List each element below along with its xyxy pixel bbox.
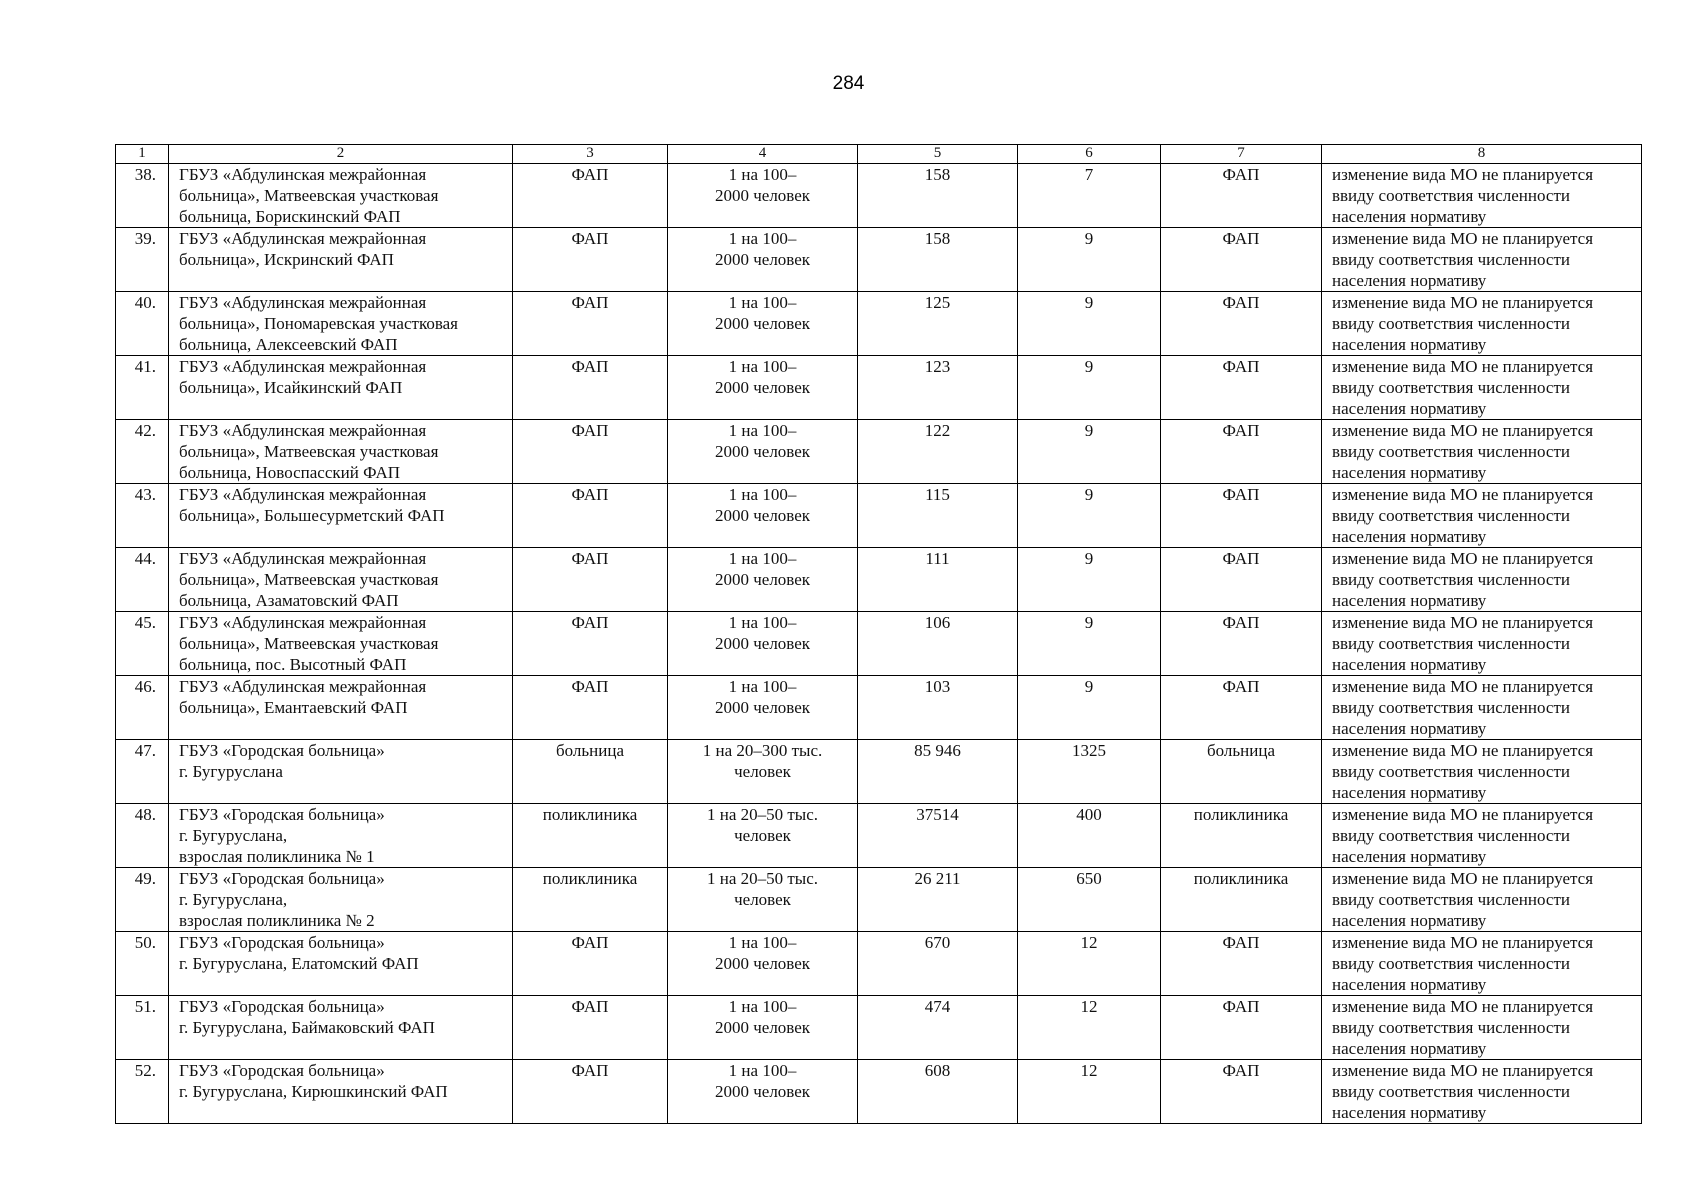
population-cell: 115: [858, 484, 1018, 548]
row-number-cell: 39.: [116, 228, 169, 292]
population-cell: 608: [858, 1060, 1018, 1124]
population-cell: 106: [858, 612, 1018, 676]
facility-name-cell: ГБУЗ «Абдулинская межрайонная больница», Исайкинский ФАП: [169, 356, 513, 420]
distance-cell: 9: [1018, 676, 1161, 740]
distance-cell: 9: [1018, 420, 1161, 484]
norm-cell: 1 на 100– 2000 человек: [668, 676, 858, 740]
column-number: 3: [513, 145, 668, 164]
note-cell: изменение вида МО не планируется ввиду соответствия численности населения нормативу: [1322, 804, 1642, 868]
planned-type-cell: поликлиника: [1161, 804, 1322, 868]
facility-name-cell: ГБУЗ «Абдулинская межрайонная больница», Емантаевский ФАП: [169, 676, 513, 740]
facility-type-cell: больница: [513, 740, 668, 804]
facility-name-cell: ГБУЗ «Городская больница» г. Бугуруслана, взрослая поликлиника № 2: [169, 868, 513, 932]
note-cell: изменение вида МО не планируется ввиду соответствия численности населения нормативу: [1322, 228, 1642, 292]
facility-name-cell: ГБУЗ «Городская больница» г. Бугуруслана, Кирюшкинский ФАП: [169, 1060, 513, 1124]
planned-type-cell: поликлиника: [1161, 868, 1322, 932]
population-cell: 85 946: [858, 740, 1018, 804]
page-number: 284: [832, 73, 865, 94]
distance-cell: 9: [1018, 484, 1161, 548]
note-cell: изменение вида МО не планируется ввиду соответствия численности населения нормативу: [1322, 356, 1642, 420]
planned-type-cell: ФАП: [1161, 484, 1322, 548]
distance-cell: 9: [1018, 356, 1161, 420]
distance-cell: 12: [1018, 932, 1161, 996]
table-row: [116, 420, 1642, 484]
facility-type-cell: ФАП: [513, 228, 668, 292]
row-number-cell: 44.: [116, 548, 169, 612]
planned-type-cell: больница: [1161, 740, 1322, 804]
column-number: 1: [116, 145, 169, 164]
facility-name-cell: ГБУЗ «Абдулинская межрайонная больница», Матвеевская участковая больница, пос. Высотный ФАП: [169, 612, 513, 676]
distance-cell: 12: [1018, 1060, 1161, 1124]
table-body: [116, 145, 1642, 1124]
norm-cell: 1 на 100– 2000 человек: [668, 612, 858, 676]
norm-cell: 1 на 100– 2000 человек: [668, 228, 858, 292]
table-row: [116, 164, 1642, 228]
planned-type-cell: ФАП: [1161, 164, 1322, 228]
distance-cell: 650: [1018, 868, 1161, 932]
distance-cell: 400: [1018, 804, 1161, 868]
norm-cell: 1 на 20–50 тыс. человек: [668, 868, 858, 932]
norm-cell: 1 на 100– 2000 человек: [668, 164, 858, 228]
facility-type-cell: ФАП: [513, 996, 668, 1060]
norm-cell: 1 на 100– 2000 человек: [668, 1060, 858, 1124]
table-row: [116, 292, 1642, 356]
facility-type-cell: поликлиника: [513, 804, 668, 868]
column-number-row: [116, 145, 1642, 164]
planned-type-cell: ФАП: [1161, 996, 1322, 1060]
facility-type-cell: ФАП: [513, 548, 668, 612]
table-row: [116, 484, 1642, 548]
facility-name-cell: ГБУЗ «Абдулинская межрайонная больница», Большесурметский ФАП: [169, 484, 513, 548]
population-cell: 125: [858, 292, 1018, 356]
planned-type-cell: ФАП: [1161, 932, 1322, 996]
population-cell: 111: [858, 548, 1018, 612]
table-row: [116, 804, 1642, 868]
table-row: [116, 228, 1642, 292]
table-row: [116, 1060, 1642, 1124]
note-cell: изменение вида МО не планируется ввиду соответствия численности населения нормативу: [1322, 932, 1642, 996]
row-number-cell: 43.: [116, 484, 169, 548]
facility-type-cell: ФАП: [513, 420, 668, 484]
facility-type-cell: ФАП: [513, 292, 668, 356]
facility-name-cell: ГБУЗ «Городская больница» г. Бугуруслана, Баймаковский ФАП: [169, 996, 513, 1060]
population-cell: 158: [858, 228, 1018, 292]
population-cell: 123: [858, 356, 1018, 420]
facility-type-cell: поликлиника: [513, 868, 668, 932]
table-row: [116, 676, 1642, 740]
row-number-cell: 40.: [116, 292, 169, 356]
column-number: 4: [668, 145, 858, 164]
row-number-cell: 45.: [116, 612, 169, 676]
row-number-cell: 49.: [116, 868, 169, 932]
population-cell: 37514: [858, 804, 1018, 868]
facility-type-cell: ФАП: [513, 932, 668, 996]
table-row: [116, 996, 1642, 1060]
facility-name-cell: ГБУЗ «Абдулинская межрайонная больница», Матвеевская участковая больница, Азаматовский ФАП: [169, 548, 513, 612]
planned-type-cell: ФАП: [1161, 420, 1322, 484]
facility-type-cell: ФАП: [513, 1060, 668, 1124]
distance-cell: 9: [1018, 548, 1161, 612]
planned-type-cell: ФАП: [1161, 356, 1322, 420]
facility-name-cell: ГБУЗ «Абдулинская межрайонная больница», Матвеевская участковая больница, Борискинский ФАП: [169, 164, 513, 228]
note-cell: изменение вида МО не планируется ввиду соответствия численности населения нормативу: [1322, 484, 1642, 548]
table-row: [116, 356, 1642, 420]
column-number: 5: [858, 145, 1018, 164]
distance-cell: 1325: [1018, 740, 1161, 804]
population-cell: 26 211: [858, 868, 1018, 932]
table-row: [116, 740, 1642, 804]
norm-cell: 1 на 100– 2000 человек: [668, 548, 858, 612]
norm-cell: 1 на 100– 2000 человек: [668, 420, 858, 484]
note-cell: изменение вида МО не планируется ввиду соответствия численности населения нормативу: [1322, 1060, 1642, 1124]
facility-type-cell: ФАП: [513, 164, 668, 228]
facility-name-cell: ГБУЗ «Городская больница» г. Бугуруслана, взрослая поликлиника № 1: [169, 804, 513, 868]
column-number: 6: [1018, 145, 1161, 164]
note-cell: изменение вида МО не планируется ввиду соответствия численности населения нормативу: [1322, 996, 1642, 1060]
norm-cell: 1 на 100– 2000 человек: [668, 484, 858, 548]
planned-type-cell: ФАП: [1161, 228, 1322, 292]
row-number-cell: 41.: [116, 356, 169, 420]
facility-name-cell: ГБУЗ «Абдулинская межрайонная больница», Искринский ФАП: [169, 228, 513, 292]
row-number-cell: 50.: [116, 932, 169, 996]
norm-cell: 1 на 20–50 тыс. человек: [668, 804, 858, 868]
facility-name-cell: ГБУЗ «Городская больница» г. Бугуруслана: [169, 740, 513, 804]
planned-type-cell: ФАП: [1161, 612, 1322, 676]
facilities-table: [115, 144, 1642, 1124]
norm-cell: 1 на 20–300 тыс. человек: [668, 740, 858, 804]
facility-type-cell: ФАП: [513, 612, 668, 676]
row-number-cell: 42.: [116, 420, 169, 484]
note-cell: изменение вида МО не планируется ввиду соответствия численности населения нормативу: [1322, 676, 1642, 740]
population-cell: 158: [858, 164, 1018, 228]
distance-cell: 9: [1018, 612, 1161, 676]
planned-type-cell: ФАП: [1161, 548, 1322, 612]
planned-type-cell: ФАП: [1161, 292, 1322, 356]
population-cell: 122: [858, 420, 1018, 484]
note-cell: изменение вида МО не планируется ввиду соответствия численности населения нормативу: [1322, 548, 1642, 612]
population-cell: 103: [858, 676, 1018, 740]
row-number-cell: 38.: [116, 164, 169, 228]
facility-type-cell: ФАП: [513, 356, 668, 420]
row-number-cell: 47.: [116, 740, 169, 804]
row-number-cell: 52.: [116, 1060, 169, 1124]
column-number: 2: [169, 145, 513, 164]
note-cell: изменение вида МО не планируется ввиду соответствия численности населения нормативу: [1322, 612, 1642, 676]
facility-type-cell: ФАП: [513, 484, 668, 548]
norm-cell: 1 на 100– 2000 человек: [668, 292, 858, 356]
column-number: 7: [1161, 145, 1322, 164]
distance-cell: 7: [1018, 164, 1161, 228]
note-cell: изменение вида МО не планируется ввиду соответствия численности населения нормативу: [1322, 164, 1642, 228]
table-row: [116, 868, 1642, 932]
table-row: [116, 548, 1642, 612]
note-cell: изменение вида МО не планируется ввиду соответствия численности населения нормативу: [1322, 868, 1642, 932]
column-number: 8: [1322, 145, 1642, 164]
row-number-cell: 51.: [116, 996, 169, 1060]
distance-cell: 12: [1018, 996, 1161, 1060]
norm-cell: 1 на 100– 2000 человек: [668, 932, 858, 996]
facility-type-cell: ФАП: [513, 676, 668, 740]
note-cell: изменение вида МО не планируется ввиду соответствия численности населения нормативу: [1322, 420, 1642, 484]
population-cell: 670: [858, 932, 1018, 996]
planned-type-cell: ФАП: [1161, 676, 1322, 740]
distance-cell: 9: [1018, 292, 1161, 356]
table-row: [116, 932, 1642, 996]
distance-cell: 9: [1018, 228, 1161, 292]
note-cell: изменение вида МО не планируется ввиду соответствия численности населения нормативу: [1322, 292, 1642, 356]
note-cell: изменение вида МО не планируется ввиду соответствия численности населения нормативу: [1322, 740, 1642, 804]
planned-type-cell: ФАП: [1161, 1060, 1322, 1124]
norm-cell: 1 на 100– 2000 человек: [668, 996, 858, 1060]
facility-name-cell: ГБУЗ «Абдулинская межрайонная больница», Матвеевская участковая больница, Новоспасский ФАП: [169, 420, 513, 484]
norm-cell: 1 на 100– 2000 человек: [668, 356, 858, 420]
table-row: [116, 612, 1642, 676]
row-number-cell: 46.: [116, 676, 169, 740]
facility-name-cell: ГБУЗ «Абдулинская межрайонная больница», Пономаревская участковая больница, Алексеевский ФАП: [169, 292, 513, 356]
facility-name-cell: ГБУЗ «Городская больница» г. Бугуруслана, Елатомский ФАП: [169, 932, 513, 996]
row-number-cell: 48.: [116, 804, 169, 868]
population-cell: 474: [858, 996, 1018, 1060]
